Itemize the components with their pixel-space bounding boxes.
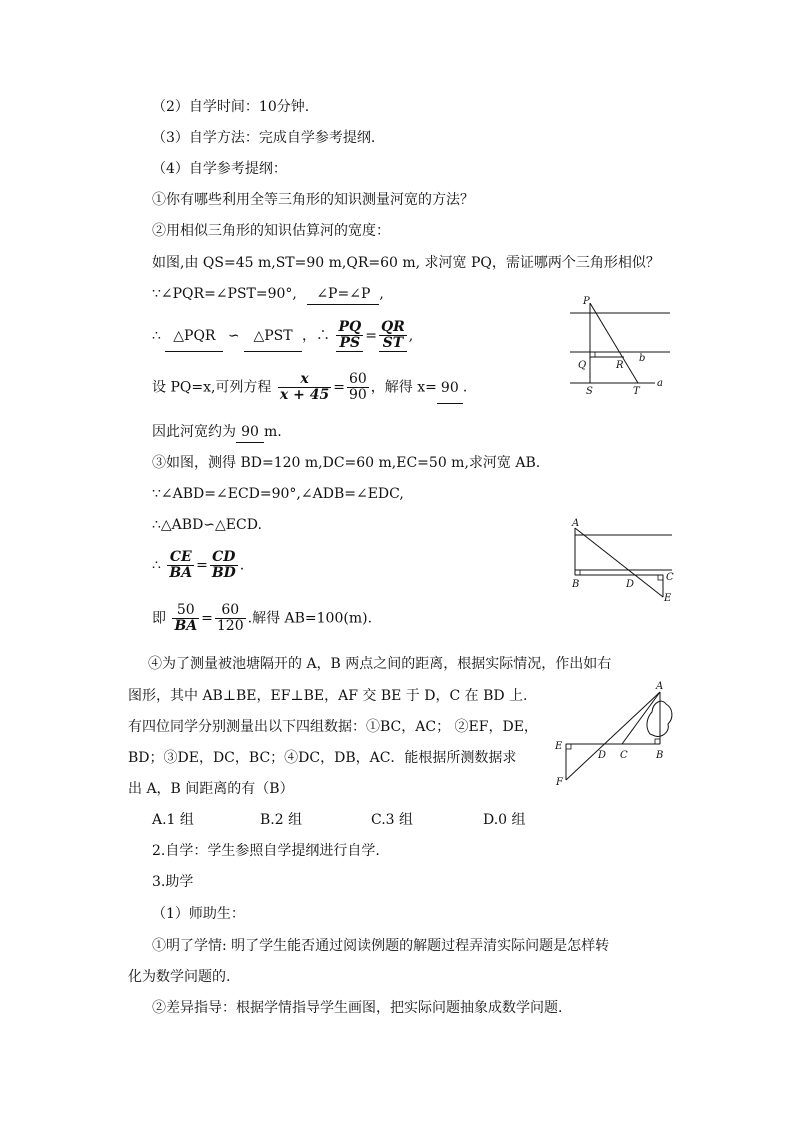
fraction-ce-ba: $\frac{CE}{BA}$ xyxy=(169,549,193,581)
label-f: F xyxy=(556,777,563,788)
label-c: C xyxy=(666,572,674,583)
line-question-4-b: 图形，其中 AB⊥BE，EF⊥BE，AF 交 BE 于 D，C 在 BD 上. xyxy=(128,688,528,704)
line-question-1: ①你有哪些利用全等三角形的知识测量河宽的方法？ xyxy=(152,192,474,208)
line-difference-guidance: ②差异指导：根据学情指导学生画图，把实际问题抽象成数学问题. xyxy=(152,1000,563,1016)
equation-text: 设 PQ=x,可列方程 xyxy=(152,379,272,396)
line-question-3: ③如图，测得 BD=120 m,DC=60 m,EC=50 m,求河宽 AB. xyxy=(152,455,541,471)
label-s: S xyxy=(586,386,593,397)
option-c: C.3 组 xyxy=(371,812,414,828)
line-understand-b: 化为数学问题的. xyxy=(128,969,231,985)
label-a: A xyxy=(572,518,580,529)
similar-symbol: ∽ xyxy=(227,328,240,344)
line-question-4-e: 出 A，B 间距离的有（B） xyxy=(128,781,294,797)
label-b: B xyxy=(656,750,664,761)
label-a: a xyxy=(657,378,663,389)
line-equation: 设 PQ=x,可列方程 $\frac{x}{x + 45}$ = $\frac{60}{90}$ ，解得 x= 90 . xyxy=(152,371,468,403)
label-e: E xyxy=(664,593,672,604)
blank-river-width: 90 xyxy=(236,422,264,443)
line-river-width: 因此河宽约为 90 m. xyxy=(152,422,282,443)
label-b: B xyxy=(572,579,580,590)
option-a: A.1 组 xyxy=(152,812,194,828)
label-r: R xyxy=(616,360,624,371)
line-understand-a: ①明了学情: 明了学生能否通过阅读例题的解题过程弄清实际问题是怎样转 xyxy=(152,938,610,954)
option-d: D.0 组 xyxy=(483,812,526,828)
line-outline-heading: （4）自学参考提纲： xyxy=(152,161,287,177)
label-a: A xyxy=(656,681,664,692)
solve-text: ，解得 x= xyxy=(370,379,437,396)
angle-reason-text: ∵∠PQR=∠PST=90°, xyxy=(152,286,297,302)
line-angle-equal: ∵∠ABD=∠ECD=90°,∠ADB=∠EDC, xyxy=(152,486,404,502)
label-b: b xyxy=(639,353,646,364)
line-solve-ab: 即 $\frac{50}{BA}$ = $\frac{60}{120}$ .解得 AB=100(m). xyxy=(152,602,373,634)
pond-diagram xyxy=(552,678,680,790)
line-ratio-ce-ba: ∴ $\frac{CE}{BA}$ = $\frac{CD}{BD}$ . xyxy=(152,549,245,581)
line-question-4-a: ④为了测量被池塘隔开的 A，B 两点之间的距离，根据实际情况，作出如右 xyxy=(148,656,612,672)
label-t: T xyxy=(633,386,640,397)
label-d: D xyxy=(626,579,635,590)
line-question-2: ②用相似三角形的知识估算河的宽度： xyxy=(152,223,390,239)
line-similar-abd-ecd: ∴△ABD∽△ECD. xyxy=(152,517,262,533)
fraction-50-ba: $\frac{50}{BA}$ xyxy=(174,602,198,634)
line-example-1: 如图,由 QS=45 m,ST=90 m,QR=60 m, 求河宽 PQ，需证哪两个三角形相似？ xyxy=(152,255,660,271)
fraction-cd-bd: $\frac{CD}{BD}$ xyxy=(211,549,236,581)
label-d: D xyxy=(598,750,607,761)
label-e: E xyxy=(555,741,563,752)
fraction-pq-ps: $\frac{PQ}{PS}$ xyxy=(338,319,362,351)
label-q: Q xyxy=(578,360,587,371)
fraction-x: $\frac{x}{x + 45}$ xyxy=(279,371,330,403)
ratio-prefix: ，∴ xyxy=(302,328,331,344)
blank-angle-p: ∠P=∠P xyxy=(307,284,379,305)
line-question-4-d: BD；③DE，DC，BC；④DC，DB，AC．能根据所测数据求 xyxy=(128,750,517,766)
line-assist-heading: 3.助学 xyxy=(152,874,194,890)
blank-triangle-pst: △PST xyxy=(244,321,302,352)
line-study-time: （2）自学时间：10分钟. xyxy=(152,99,310,115)
fraction-60-120: $\frac{60}{120}$ xyxy=(216,602,244,634)
therefore-symbol: ∴ xyxy=(152,328,161,344)
line-teacher-help: （1）师助生： xyxy=(152,906,245,922)
line-similar-triangles: ∴ △PQR ∽ △PST ，∴ $\frac{PQ}{PS}$ = $\frac{QR}{ST}$ , xyxy=(152,319,414,351)
river-diagram-pqrst xyxy=(560,290,680,400)
fraction-60-90: $\frac{60}{90}$ xyxy=(348,371,367,403)
line-self-study: 2.自学：学生参照自学提纲进行自学. xyxy=(152,843,380,859)
line-study-method: （3）自学方法：完成自学参考提纲. xyxy=(152,130,376,146)
fraction-qr-st: $\frac{QR}{ST}$ xyxy=(380,319,405,351)
river-diagram-abcde xyxy=(560,515,680,607)
option-b: B.2 组 xyxy=(260,812,303,828)
line-angle-reason: ∵∠PQR=∠PST=90°, ∠P=∠P , xyxy=(152,284,384,305)
blank-x-value: 90 xyxy=(437,373,463,404)
label-c: C xyxy=(620,750,628,761)
blank-triangle-pqr: △PQR xyxy=(165,321,223,352)
line-question-4-c: 有四位同学分别测量出以下四组数据：①BC，AC； ②EF，DE， xyxy=(128,719,538,735)
label-p: P xyxy=(583,296,590,307)
